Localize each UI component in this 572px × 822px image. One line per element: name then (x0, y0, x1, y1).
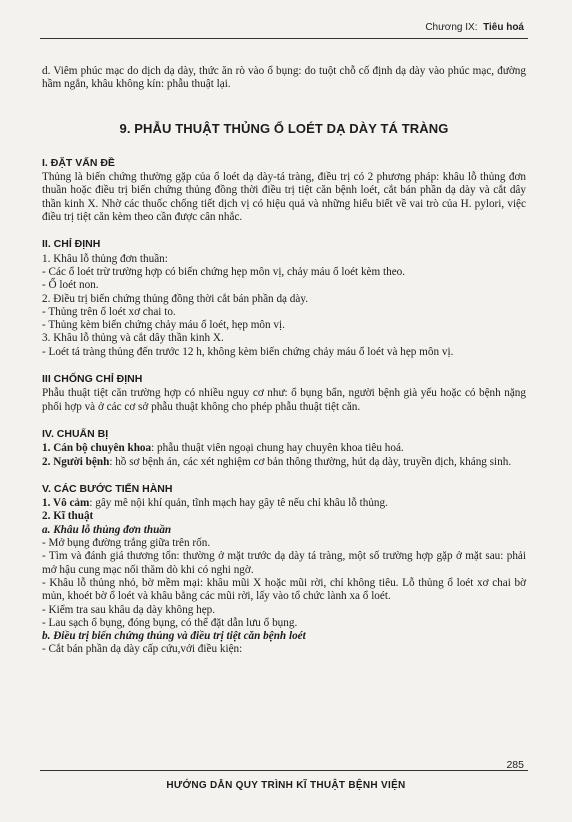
chong-chi-dinh-text: Phẫu thuật tiệt căn trường hợp có nhiều nguy cơ như: ổ bụng bẩn, người bệnh già yếu hoặc có bệnh nặng phối hợp và ở các cơ sở phẫu thuật không cho phép phẫu thuật tiệt căn. (42, 387, 526, 413)
heading-dat-van-de: I. ĐẶT VẤN ĐỀ (42, 156, 115, 169)
header-topic: Tiêu hoá (483, 22, 524, 33)
chuan-bi-nguoi-benh (42, 456, 526, 469)
vo-cam-label: 1. Vô cảm (42, 497, 90, 510)
page-number: 285 (506, 759, 524, 771)
khau-lo-thung-line: - Mở bụng đường trắng giữa trên rốn. (42, 537, 211, 550)
chi-dinh-line: - Thủng trên ổ loét xơ chai to. (42, 305, 176, 318)
header-chapter: Chương IX: (425, 22, 478, 33)
heading-chuan-bi: IV. CHUẨN BỊ (42, 427, 109, 440)
subheading-khau-lo-thung: a. Khâu lỗ thủng đơn thuần (42, 523, 172, 536)
chi-dinh-line: - Các ổ loét trừ trường hợp có biến chứng hẹp môn vị, chảy máu ổ loét kèm theo. (42, 265, 406, 278)
chuan-bi-can-bo (42, 442, 526, 455)
vo-cam-text: : gây mê nội khí quản, tĩnh mạch hay gây tê nếu chỉ khâu lỗ thủng. (89, 497, 388, 510)
chi-dinh-line: - Loét tá tràng thủng đến trước 12 h, không kèm biến chứng chảy máu ổ loét và hẹp môn vị. (42, 345, 454, 358)
running-header (425, 22, 524, 33)
chuan-bi-can-bo-text: : phẫu thuật viên ngoại chung hay chuyên khoa tiêu hoá. (151, 442, 404, 455)
page-content (42, 65, 526, 657)
vo-cam-line (42, 497, 526, 510)
subheading-dieu-tri-tiet-can: b. Điều trị biến chứng thủng và điều trị tiệt căn bệnh loét (42, 630, 306, 643)
chi-dinh-line: - Ổ loét non. (42, 279, 99, 292)
chuan-bi-can-bo-label: 1. Cán bộ chuyên khoa (42, 442, 152, 455)
intro-paragraph: d. Viêm phúc mạc do dịch dạ dày, thức ăn rò vào ổ bụng: do tuột chỗ cố định dạ dày vào phúc mạc, đường hầm ngắn, khâu không kín: phẫu thuật lại. (42, 65, 526, 91)
dieu-tri-tiet-can-line: - Cắt bán phần dạ dày cấp cứu,với điều kiện: (42, 643, 243, 656)
header-rule (40, 38, 528, 39)
chi-dinh-line: 1. Khâu lỗ thủng đơn thuần: (42, 252, 168, 265)
running-footer: HƯỚNG DẪN QUY TRÌNH KĨ THUẬT BỆNH VIỆN (166, 780, 406, 791)
khau-lo-thung-line: - Kiểm tra sau khâu dạ dày không hẹp. (42, 603, 216, 616)
chuan-bi-nguoi-benh-text: : hồ sơ bệnh án, các xét nghiệm cơ bản thông thường, hút dạ dày, truyền dịch, kháng sinh. (109, 455, 512, 468)
khau-lo-thung-line: - Khâu lỗ thủng nhỏ, bờ mềm mại: khâu mũi X hoặc mũi rời, chỉ không tiêu. Lỗ thủng ổ loét xơ chai bờ mủn, khoét bờ ổ loét và khâu bằng các mũi rời, lấy vào tổ chức lành xa ổ loét. (42, 576, 526, 603)
ki-thuat-label: 2. Kĩ thuật (42, 510, 94, 523)
chi-dinh-line: 3. Khâu lỗ thủng và cắt dây thần kinh X. (42, 332, 224, 345)
dat-van-de-text: Thủng là biến chứng thường gặp của ổ loét dạ dày-tá tràng, điều trị có 2 phương pháp: khâu lỗ thủng đơn thuần hoặc điều trị biến chứng thủng đồng thời điều trị tiệt căn bệnh loét, cắt bán phần dạ dày và cắt dây thần kinh X. Nhờ các thuốc chống tiết dịch vị có hiệu quả và những hiểu biết về vai trò của H. pylori, việc điều trị tiệt căn kèm theo cần được cân nhắc. (42, 171, 526, 224)
chi-dinh-line: - Thủng kèm biến chứng chảy máu ổ loét, hẹp môn vị. (42, 319, 285, 332)
footer-rule (40, 770, 528, 771)
chuan-bi-nguoi-benh-label: 2. Người bệnh (42, 455, 110, 468)
khau-lo-thung-line: - Lau sạch ổ bụng, đóng bụng, có thể đặt dẫn lưu ổ bụng. (42, 616, 298, 629)
chi-dinh-line: 2. Điều trị biến chứng thủng đồng thời cắt bán phần dạ dày. (42, 292, 309, 305)
heading-chong-chi-dinh: III CHỐNG CHỈ ĐỊNH (42, 373, 143, 386)
heading-cac-buoc: V. CÁC BƯỚC TIẾN HÀNH (42, 482, 173, 495)
heading-chi-dinh: II. CHỈ ĐỊNH (42, 238, 101, 251)
khau-lo-thung-line: - Tìm và đánh giá thương tổn: thường ở mặt trước dạ dày tá tràng, một số trường hợp gặp ở mặt sau: phải mở hậu cung mạc nối thăm dò khi có nghi ngờ. (42, 550, 526, 576)
section-title: 9. PHẪU THUẬT THỦNG Ổ LOÉT DẠ DÀY TÁ TRÀNG (119, 120, 449, 136)
